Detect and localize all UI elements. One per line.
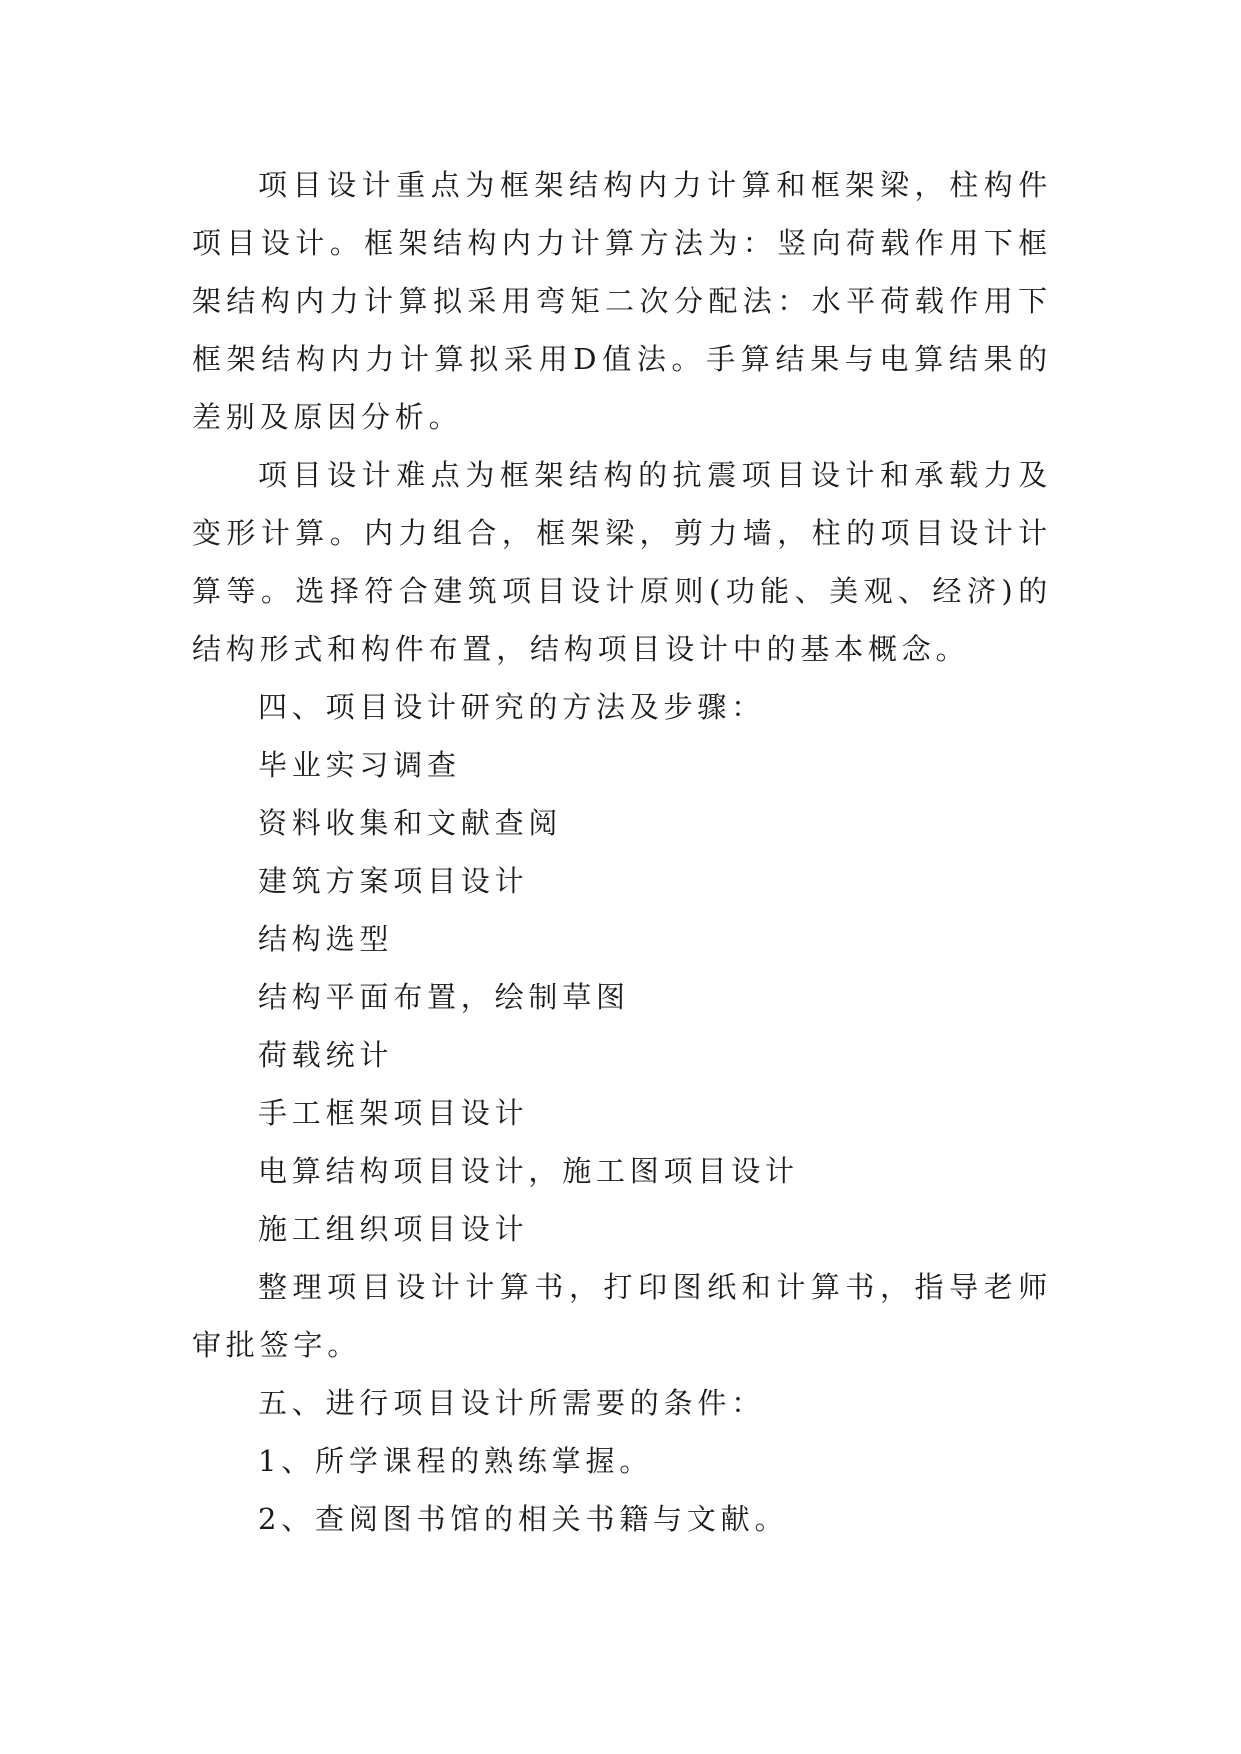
list-item-step: 结构选型 xyxy=(258,922,394,956)
list-item-step: 电算结构项目设计，施工图项目设计 xyxy=(258,1154,799,1188)
paragraph-design-difficulty: 项目设计难点为框架结构的抗震项目设计和承载力及变形计算。内力组合，框架梁，剪力墙，柱的项目设计计算等。选择符合建筑项目设计原则(功能、美观、经济)的结构形式和构件布置，结构项目设计中的基本概念。 xyxy=(192,458,1052,666)
list-item-step: 施工组织项目设计 xyxy=(258,1212,529,1246)
list-item-step: 资料收集和文献查阅 xyxy=(258,806,563,840)
list-item-step: 荷载统计 xyxy=(258,1038,394,1072)
section-heading-methods: 四、项目设计研究的方法及步骤： xyxy=(258,690,766,724)
list-item-step: 结构平面布置，绘制草图 xyxy=(258,980,630,1014)
paragraph-design-focus: 项目设计重点为框架结构内力计算和框架梁，柱构件项目设计。框架结构内力计算方法为：竖向荷载作用下框架结构内力计算拟采用弯矩二次分配法：水平荷载作用下框架结构内力计算拟采用D值法。手算结果与电算结果的差别及原因分析。 xyxy=(192,168,1052,434)
list-item-step: 毕业实习调查 xyxy=(258,748,461,782)
document-body xyxy=(192,156,1052,1548)
list-item-step: 手工框架项目设计 xyxy=(258,1096,529,1130)
list-item-step: 建筑方案项目设计 xyxy=(258,864,529,898)
section-heading-conditions: 五、进行项目设计所需要的条件： xyxy=(258,1386,766,1420)
list-item-condition: 1、所学课程的熟练掌握。 xyxy=(258,1444,654,1478)
paragraph-final-step: 整理项目设计计算书，打印图纸和计算书，指导老师审批签字。 xyxy=(192,1270,1052,1362)
list-item-condition: 2、查阅图书馆的相关书籍与文献。 xyxy=(258,1502,789,1536)
